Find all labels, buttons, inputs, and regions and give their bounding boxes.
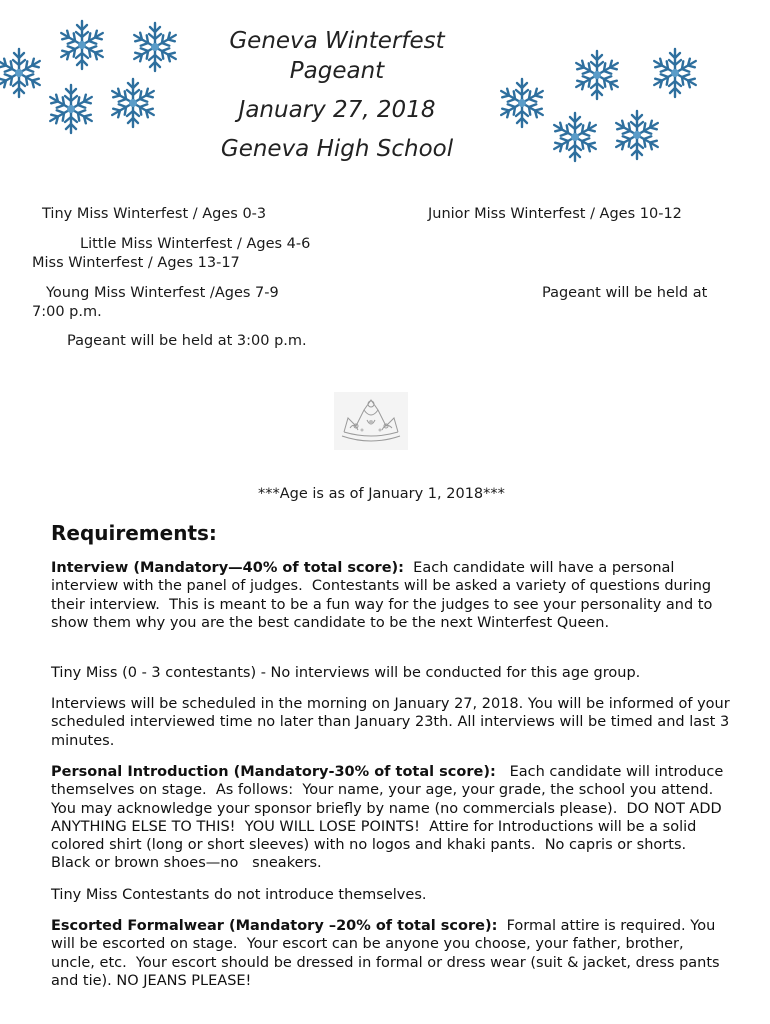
held-at-afternoon: Pageant will be held at 3:00 p.m. bbox=[67, 333, 307, 349]
introduction-paragraph bbox=[51, 763, 731, 873]
time-evening: 7:00 p.m. bbox=[32, 304, 102, 320]
introduction-label: Personal Introduction (Mandatory-30% of total score): bbox=[51, 764, 496, 780]
age-note: ***Age is as of January 1, 2018*** bbox=[258, 486, 505, 502]
snowflake-icon bbox=[0, 46, 46, 100]
formalwear-paragraph bbox=[51, 917, 731, 990]
interview-schedule: Interviews will be scheduled in the morning on January 27, 2018. You will be informed of your scheduled interviewed time no later than January 23th. All interviews will be timed and last 3 minutes. bbox=[51, 696, 730, 749]
snowflake-icon bbox=[610, 108, 664, 162]
division-junior: Junior Miss Winterfest / Ages 10-12 bbox=[428, 206, 682, 222]
snowflake-icon bbox=[106, 76, 160, 130]
interview-paragraph bbox=[51, 559, 731, 632]
snowflake-icon bbox=[548, 110, 602, 164]
held-at-evening: Pageant will be held at bbox=[542, 285, 708, 301]
division-little: Little Miss Winterfest / Ages 4-6 bbox=[80, 236, 311, 252]
event-date: January 27, 2018 bbox=[238, 97, 436, 123]
snowflake-icon bbox=[648, 46, 702, 100]
tiny-intro-note: Tiny Miss Contestants do not introduce themselves. bbox=[51, 887, 427, 903]
introduction-text: Each candidate will introduce themselves on stage. As follows: Your name, your age, your grade, the school you attend. You may acknowledge your sponsor briefly by name (no commercials please). DO NOT ADD ANYTHING ELSE TO THIS! YOU WILL LOSE POINTS! Attire for Introductions will be a solid colored shirt (long or short sleeves) with no logos and khaki pants. No capris or shorts. Black or brown shoes—no sneakers. bbox=[51, 764, 728, 872]
tiara-icon bbox=[334, 392, 408, 450]
interview-label: Interview (Mandatory—40% of total score): bbox=[51, 560, 404, 576]
formalwear-text: Formal attire is required. You will be escorted on stage. Your escort can be anyone you choose, your father, brother, uncle, etc. Your escort should be dressed in formal or dress wear (suit & jacket, dress pants and tie). NO JEANS PLEASE! bbox=[51, 918, 725, 989]
requirements-heading: Requirements: bbox=[51, 521, 217, 545]
division-tiny: Tiny Miss Winterfest / Ages 0-3 bbox=[42, 206, 267, 222]
division-miss: Miss Winterfest / Ages 13-17 bbox=[32, 255, 240, 271]
snowflake-icon bbox=[44, 82, 98, 136]
formalwear-label: Escorted Formalwear (Mandatory –20% of total score): bbox=[51, 918, 498, 934]
page-title-line1: Geneva Winterfest bbox=[229, 28, 445, 54]
snowflake-icon bbox=[55, 18, 109, 72]
snowflake-icon bbox=[570, 48, 624, 102]
interview-text: Each candidate will have a personal interview with the panel of judges. Contestants will be asked a variety of questions during their interview. This is meant to be a fun way for the judges to see your personality and to show them why you are the best candidate to be the next Winterfest Queen. bbox=[51, 560, 717, 631]
tiny-interview-note: Tiny Miss (0 - 3 contestants) - No interviews will be conducted for this age group. bbox=[51, 665, 641, 681]
event-venue: Geneva High School bbox=[220, 136, 454, 162]
division-young: Young Miss Winterfest /Ages 7-9 bbox=[46, 285, 279, 301]
page-title-line2: Pageant bbox=[289, 58, 385, 84]
